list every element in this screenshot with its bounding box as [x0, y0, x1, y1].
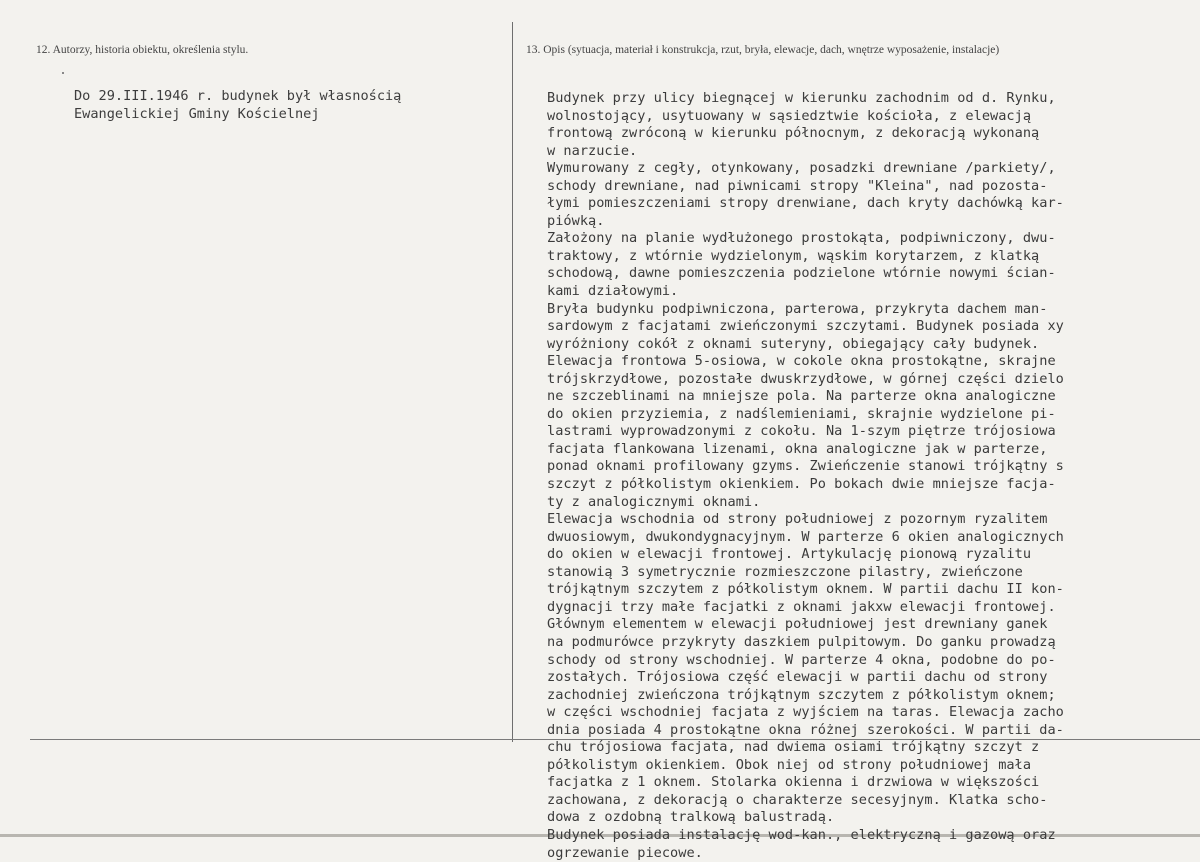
description-line: piówką. — [547, 212, 605, 229]
description-line: dowa z ozdobną tralkową balustradą. — [547, 809, 835, 826]
description-line: wyróżniony cokół z oknami suteryny, obiegający cały budynek. — [547, 335, 1040, 352]
description-line: w części wschodniej facjata z wyjściem na taras. Elewacja zacho — [547, 704, 1064, 721]
description-line: zachowana, z dekoracją o charakterze secesyjnym. Klatka scho- — [547, 791, 1048, 808]
description-line: ponad oknami profilowany gzyms. Zwieńczenie stanowi trójkątny s — [547, 458, 1064, 475]
description-line: zostałych. Trójosiowa część elewacji w partii dachu od strony — [547, 669, 1048, 686]
description-line: Wymurowany z cegły, otynkowany, posadzki drewniane /parkiety/, — [547, 160, 1056, 177]
ink-mark — [62, 72, 64, 74]
description-line: łymi pomieszczeniami stropy drenwiane, dach kryty dachówką kar- — [547, 195, 1064, 212]
description-line: wolnostojący, usytuowany w sąsiedztwie kościoła, z elewacją — [547, 107, 1032, 124]
description-line: półkolistym okienkiem. Obok niej od strony południowej mała — [547, 756, 1032, 773]
description-line: Głównym elementem w elewacji południowej jest drewniany ganek — [547, 616, 1048, 633]
description-line: dwuosiowym, dwukondygnacyjnym. W parterze 6 okien analogicznych — [547, 528, 1064, 545]
description-line: do okien w elewacji frontowej. Artykulację pionową ryzalitu — [547, 546, 1032, 563]
description-line: schodową, dawne pomieszczenia podzielone wtórnie nowymi ścian- — [547, 265, 1056, 282]
description-line: ne szczeblinami na mniejsze pola. Na parterze okna analogiczne — [547, 388, 1056, 405]
description-line: schody od strony wschodniej. W parterze 4 okna, podobne do po- — [547, 651, 1056, 668]
description-line: facjatka z 1 oknem. Stolarka okienna i drzwiowa w większości — [547, 774, 1040, 791]
description-line: kami działowymi. — [547, 283, 679, 300]
description-line: do okien przyziemia, z nadślemieniami, skrajnie wydzielone pi- — [547, 405, 1056, 422]
description-line: dygnacji trzy małe facjatki z oknami jakxw elewacji frontowej. — [547, 598, 1056, 615]
description-line: szczyt z półkolistym okienkiem. Po bokach dwie mniejsze facja- — [547, 476, 1056, 493]
description-line: w narzucie. — [547, 142, 638, 159]
column-divider — [512, 22, 513, 742]
description-line: ty z analogicznymi oknami. — [547, 493, 761, 510]
history-line: Ewangelickiej Gminy Kościelnej — [74, 105, 320, 122]
section-13-header: 13. Opis (sytuacja, materiał i konstrukcja, rzut, bryła, elewacje, dach, wnętrze wyposażenie, instalacje) — [526, 44, 1000, 56]
description-line: traktowy, z wtórnie wydzielonym, wąskim korytarzem, z klatką — [547, 247, 1040, 264]
description-line: ogrzewanie piecowe. — [547, 844, 703, 861]
description-line: trójskrzydłowe, pozostałe dwuskrzydłowe, w górnej części dzielo — [547, 370, 1064, 387]
description-line: na podmurówce przykryty daszkiem pulpitowym. Do ganku prowadzą — [547, 633, 1056, 650]
description-text — [547, 90, 1200, 862]
description-line: facjata flankowana lizenami, okna analogiczne jak w parterze, — [547, 440, 1048, 457]
description-line: dnia posiada 4 prostokątne okna różnej szerokości. W partii da- — [547, 721, 1064, 738]
description-line: Założony na planie wydłużonego prostokąta, podpiwniczony, dwu- — [547, 230, 1056, 247]
description-line: lastrami wyprowadzonymi z cokołu. Na 1-szym piętrze trójosiowa — [547, 423, 1056, 440]
description-line: Elewacja wschodnia od strony południowej z pozornym ryzalitem — [547, 511, 1048, 528]
history-text — [74, 88, 504, 123]
description-line: Budynek przy ulicy biegnącej w kierunku zachodnim od d. Rynku, — [547, 90, 1056, 106]
description-line: Elewacja frontowa 5-osiowa, w cokole okna prostokątne, skrajne — [547, 353, 1056, 370]
description-line: frontową zwróconą w kierunku północnym, z dekoracją wykonaną — [547, 125, 1040, 142]
description-line: stanowią 3 symetrycznie rozmieszczone pilastry, zwieńczone — [547, 563, 1023, 580]
description-line: sardowym z facjatami zwieńczonymi szczytami. Budynek posiada xy — [547, 318, 1064, 335]
description-line: chu trójosiowa facjata, nad dwiema osiami trójkątny szczyt z — [547, 739, 1040, 756]
description-line: zachodniej zwieńczona trójkątnym szczytem z półkolistym oknem; — [547, 686, 1056, 703]
description-line: trójkątnym szczytem z półkolistym oknem. W partii dachu II kon- — [547, 581, 1064, 598]
history-line: Do 29.III.1946 r. budynek był własnością — [74, 88, 402, 104]
description-line: Bryła budynku podpiwniczona, parterowa, przykryta dachem man- — [547, 300, 1048, 317]
section-12-header: 12. Autorzy, historia obiektu, określenia stylu. — [36, 44, 249, 56]
description-line: schody drewniane, nad piwnicami stropy "Kleina", nad pozosta- — [547, 177, 1048, 194]
description-line: Budynek posiada instalację wod-kan., elektryczną i gazową oraz — [547, 826, 1056, 843]
